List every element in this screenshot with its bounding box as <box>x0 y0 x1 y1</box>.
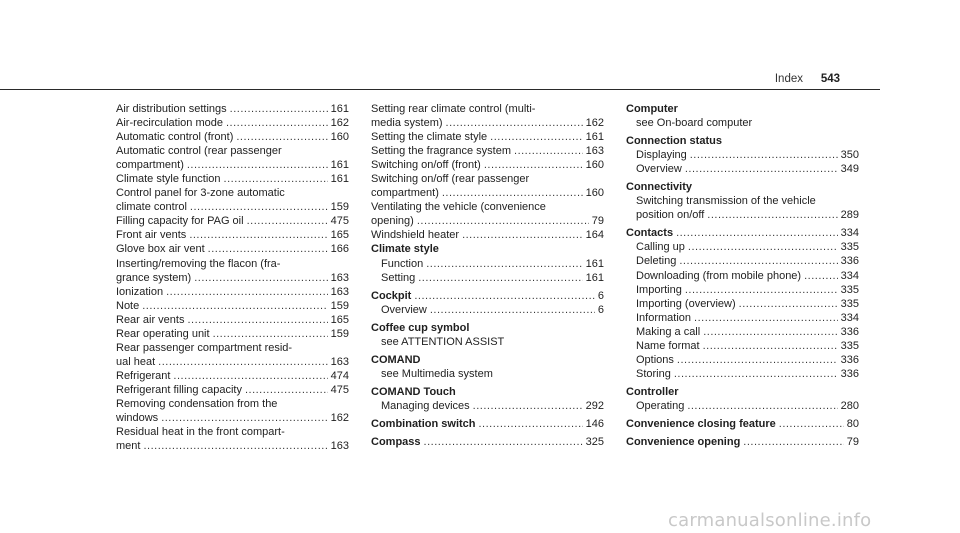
page-ref: 163 <box>330 440 349 453</box>
entry-heading-row: Convenience opening ..... 79 <box>626 435 859 449</box>
entry-row: grance system) ..... 163 <box>116 271 349 285</box>
entry-heading: Computer <box>626 103 678 115</box>
watermark-text: carmanualsonline.info <box>668 510 872 531</box>
page-ref: 159 <box>330 299 349 312</box>
page-ref: 79 <box>591 215 604 228</box>
index-entry <box>371 172 604 200</box>
index-entry-convenience-closing <box>626 417 859 431</box>
index-entry <box>116 214 349 228</box>
page-ref: 475 <box>330 383 349 396</box>
entry-heading-row: Compass ..... 325 <box>371 435 604 449</box>
see-reference: see On-board computer <box>636 117 753 130</box>
index-entry <box>116 369 349 383</box>
index-entry-comand-touch <box>371 385 604 413</box>
page-ref: 162 <box>330 117 349 130</box>
subentry-row: position on/off ..... 289 <box>626 208 859 222</box>
page-ref: 161 <box>330 173 349 186</box>
entry-heading-row: Combination switch ..... 146 <box>371 417 604 431</box>
subentry-row: Making a call ..... 336 <box>626 325 859 339</box>
index-entry <box>116 172 349 186</box>
entry-row: Windshield heater ..... 164 <box>371 228 604 242</box>
index-entry <box>116 242 349 256</box>
entry-heading: COMAND <box>371 353 421 366</box>
index-entry <box>116 144 349 172</box>
page-ref: 160 <box>585 159 604 172</box>
entry-line: Automatic control (rear passenger <box>116 145 282 158</box>
index-entry <box>116 327 349 341</box>
entry-row: climate control ..... 159 <box>116 200 349 214</box>
page-ref: 163 <box>330 285 349 298</box>
index-entry-comand <box>371 353 604 381</box>
entry-heading: Controller <box>626 385 679 398</box>
see-reference: see Multimedia system <box>381 367 493 380</box>
entry-line: Rear passenger compartment resid- <box>116 341 293 354</box>
subentry-row: Overview ..... 6 <box>371 303 604 317</box>
entry-row: opening) ..... 79 <box>371 214 604 228</box>
page-ref: 163 <box>330 271 349 284</box>
index-entry <box>371 130 604 144</box>
subentry-row: Options ..... 336 <box>626 353 859 367</box>
index-entry <box>116 285 349 299</box>
index-entry-coffee-cup <box>371 321 604 349</box>
page-ref: 162 <box>585 117 604 130</box>
subentry-row: Function ..... 161 <box>371 257 604 271</box>
entry-line: Switching on/off (rear passenger <box>371 173 530 186</box>
entry-row: Rear air vents ..... 165 <box>116 313 349 327</box>
entry-row: Note ..... 159 <box>116 299 349 313</box>
index-entry <box>116 228 349 242</box>
index-entry <box>116 116 349 130</box>
entry-line: Control panel for 3-zone automatic <box>116 187 285 200</box>
page-ref: 163 <box>330 355 349 368</box>
index-entry-climate-style <box>371 242 604 284</box>
index-entry <box>116 425 349 453</box>
entry-row: compartment) ..... 160 <box>371 186 604 200</box>
page-ref: 165 <box>330 229 349 242</box>
entry-heading: Connectivity <box>626 181 693 194</box>
entry-row: Air distribution settings ..... 161 <box>116 102 349 116</box>
subentry-row: Name format ..... 335 <box>626 339 859 353</box>
subentry-row: Downloading (from mobile phone) ..... 334 <box>626 269 859 283</box>
index-entry <box>116 130 349 144</box>
entry-heading-row: Contacts ..... 334 <box>626 226 859 240</box>
index-entry-combination-switch <box>371 417 604 431</box>
page-ref: 163 <box>585 145 604 158</box>
entry-line: Removing condensation from the <box>116 397 278 410</box>
page-ref: 474 <box>330 369 349 382</box>
page-ref: 159 <box>330 327 349 340</box>
index-entry-contacts <box>626 226 859 381</box>
header-label: Index <box>774 73 803 85</box>
index-entry-connection-status <box>626 134 859 176</box>
index-entry <box>116 397 349 425</box>
index-entry-cockpit <box>371 289 604 317</box>
index-entry-computer <box>626 102 859 130</box>
index-column-2 <box>371 102 604 449</box>
page-ref: 162 <box>330 412 349 425</box>
entry-line: Residual heat in the front compart- <box>116 426 285 439</box>
subentry-row: Setting ..... 161 <box>371 271 604 285</box>
subentry-line: Switching transmission of the vehicle <box>636 195 816 208</box>
subentry-row: Operating ..... 280 <box>626 399 859 413</box>
index-column-1 <box>116 102 349 453</box>
page-ref: 161 <box>330 159 349 172</box>
subentry-row: Importing ..... 335 <box>626 283 859 297</box>
entry-heading: COMAND Touch <box>371 385 456 398</box>
entry-row: ual heat ..... 163 <box>116 355 349 369</box>
entry-row: Climate style function ..... 161 <box>116 172 349 186</box>
index-entry <box>371 102 604 130</box>
index-entry <box>116 299 349 313</box>
entry-row: Ionization ..... 163 <box>116 285 349 299</box>
see-reference: see ATTENTION ASSIST <box>381 335 505 348</box>
entry-row: Switching on/off (front) ..... 160 <box>371 158 604 172</box>
page-header <box>0 0 960 90</box>
index-entry <box>116 313 349 327</box>
entry-row: ment ..... 163 <box>116 439 349 453</box>
index-entry-compass <box>371 435 604 449</box>
entry-row: media system) ..... 162 <box>371 116 604 130</box>
subentry-row: Importing (overview) ..... 335 <box>626 297 859 311</box>
entry-row: Automatic control (front) ..... 160 <box>116 130 349 144</box>
entry-heading-row: Convenience closing feature ..... 80 <box>626 417 859 431</box>
page-ref: 159 <box>330 201 349 214</box>
page-ref: 165 <box>330 313 349 326</box>
entry-row: Glove box air vent ..... 166 <box>116 242 349 256</box>
subentry-row: Storing ..... 336 <box>626 367 859 381</box>
index-entry <box>371 228 604 242</box>
index-entry <box>116 102 349 116</box>
entry-line: Ventilating the vehicle (convenience <box>371 201 546 214</box>
entry-line: Inserting/removing the flacon (fra- <box>116 257 281 270</box>
entry-row: Setting the fragrance system ..... 163 <box>371 144 604 158</box>
index-entry-connectivity <box>626 180 859 222</box>
index-entry <box>116 341 349 369</box>
index-entry <box>371 200 604 228</box>
page-number: 543 <box>820 73 840 85</box>
entry-heading-row: Cockpit ..... 6 <box>371 289 604 303</box>
index-entry-controller <box>626 385 859 413</box>
header-rule <box>0 89 880 90</box>
entry-line: Setting rear climate control (multi- <box>371 103 536 115</box>
entry-row: Refrigerant ..... 474 <box>116 369 349 383</box>
page-ref: 160 <box>330 131 349 144</box>
index-entry <box>116 186 349 214</box>
entry-row: windows ..... 162 <box>116 411 349 425</box>
entry-row: Setting the climate style ..... 161 <box>371 130 604 144</box>
index-entry <box>371 158 604 172</box>
subentry-row: Overview ..... 349 <box>626 162 859 176</box>
entry-heading: Coffee cup symbol <box>371 321 470 334</box>
page-ref: 166 <box>330 243 349 256</box>
subentry-row: Deleting ..... 336 <box>626 254 859 268</box>
page-ref: 164 <box>585 229 604 242</box>
entry-heading: Connection status <box>626 135 722 148</box>
entry-row: Air-recirculation mode ..... 162 <box>116 116 349 130</box>
entry-heading: Climate style <box>371 243 439 256</box>
subentry-row: Information ..... 334 <box>626 311 859 325</box>
subentry-row: Calling up ..... 335 <box>626 240 859 254</box>
index-entry <box>116 383 349 397</box>
page-ref: 161 <box>585 131 604 144</box>
entry-row: Rear operating unit ..... 159 <box>116 327 349 341</box>
subentry-row: Displaying ..... 350 <box>626 148 859 162</box>
page-ref: 161 <box>330 103 349 115</box>
subentry-row: Managing devices ..... 292 <box>371 399 604 413</box>
index-entry-convenience-opening <box>626 435 859 449</box>
entry-row: Front air vents ..... 165 <box>116 228 349 242</box>
index-column-3 <box>626 102 859 449</box>
entry-row: Filling capacity for PAG oil ..... 475 <box>116 214 349 228</box>
index-entry <box>371 144 604 158</box>
page-ref: 160 <box>585 187 604 200</box>
index-entry <box>116 257 349 285</box>
entry-row: compartment) ..... 161 <box>116 158 349 172</box>
page-ref: 475 <box>330 215 349 228</box>
entry-row: Refrigerant filling capacity ..... 475 <box>116 383 349 397</box>
